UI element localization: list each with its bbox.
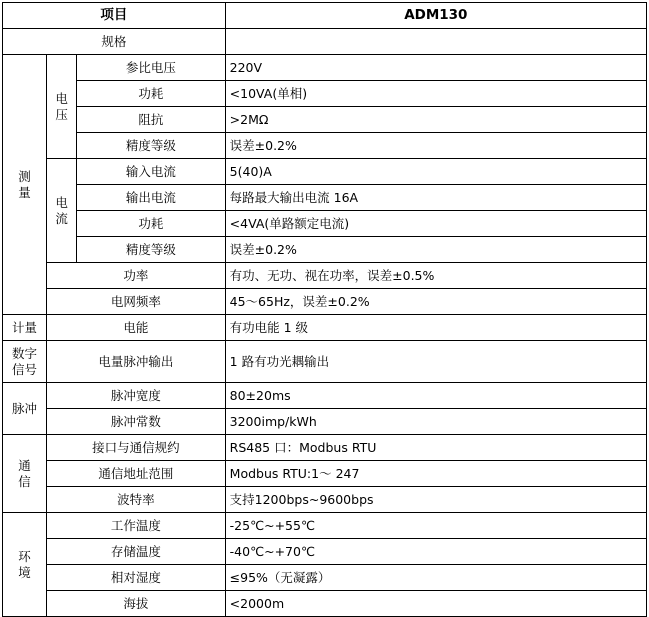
table-row — [3, 55, 647, 81]
row-item-label: 脉冲宽度 — [47, 383, 226, 409]
subgroup-current — [47, 159, 77, 263]
category-digital-char-2: 信号 — [12, 361, 38, 377]
row-item-label: 规格 — [3, 29, 226, 55]
row-value: ≤95%（无凝露） — [225, 565, 646, 591]
row-value: 有功电能 1 级 — [225, 315, 646, 341]
row-item-label: 电能 — [47, 315, 226, 341]
row-value: 3200imp/kWh — [225, 409, 646, 435]
row-item-label: 功耗 — [77, 81, 225, 107]
category-pulse — [3, 383, 47, 435]
row-item-label: 电量脉冲输出 — [47, 341, 226, 383]
row-item-label: 参比电压 — [77, 55, 225, 81]
row-item-label: 输出电流 — [77, 185, 225, 211]
row-value: 误差±0.2% — [225, 237, 646, 263]
row-item-label: 电网频率 — [47, 289, 226, 315]
subgroup-current-char-2: 流 — [55, 210, 68, 226]
row-item-label: 输入电流 — [77, 159, 225, 185]
row-value: 45～65Hz，误差±0.2% — [225, 289, 646, 315]
table-row — [3, 107, 647, 133]
row-item-label: 阻抗 — [77, 107, 225, 133]
category-digital — [3, 341, 47, 383]
table-row — [3, 81, 647, 107]
row-value: 220V — [225, 55, 646, 81]
table-row — [3, 487, 647, 513]
category-measure-char-1: 测 — [18, 168, 31, 184]
row-item-label: 功耗 — [77, 211, 225, 237]
row-value: <10VA(单相) — [225, 81, 646, 107]
table-row — [3, 315, 647, 341]
category-environment-char-1: 环 — [18, 548, 31, 564]
row-value — [225, 29, 646, 55]
row-value: >2MΩ — [225, 107, 646, 133]
subgroup-voltage-char-2: 压 — [55, 106, 68, 122]
row-value: 误差±0.2% — [225, 133, 646, 159]
row-item-label: 通信地址范围 — [47, 461, 226, 487]
table-row — [3, 237, 647, 263]
row-value: 有功、无功、视在功率，误差±0.5% — [225, 263, 646, 289]
table-row — [3, 409, 647, 435]
category-measure-char-2: 量 — [18, 184, 31, 200]
row-value: 1 路有功光耦输出 — [225, 341, 646, 383]
row-value: <2000m — [225, 591, 646, 617]
row-item-label: 接口与通信规约 — [47, 435, 226, 461]
row-value: 支持1200bps~9600bps — [225, 487, 646, 513]
table-row — [3, 263, 647, 289]
row-item-label: 精度等级 — [77, 133, 225, 159]
table-row — [3, 133, 647, 159]
table-row — [3, 211, 647, 237]
row-value: 5(40)A — [225, 159, 646, 185]
row-item-label: 海拔 — [47, 591, 226, 617]
category-digital-char-1: 数字 — [12, 345, 38, 361]
table-row — [3, 461, 647, 487]
table-row — [3, 539, 647, 565]
subgroup-voltage — [47, 55, 77, 159]
table-row — [3, 185, 647, 211]
row-item-label: 波特率 — [47, 487, 226, 513]
table-row — [3, 29, 647, 55]
table-row — [3, 289, 647, 315]
category-comm-char-2: 信 — [18, 473, 31, 489]
table-row — [3, 435, 647, 461]
table-row — [3, 565, 647, 591]
table-row — [3, 159, 647, 185]
row-value: -25℃~+55℃ — [225, 513, 646, 539]
category-pulse-char-1: 脉冲 — [12, 400, 38, 416]
table-row — [3, 513, 647, 539]
category-metering — [3, 315, 47, 341]
row-item-label: 功率 — [47, 263, 226, 289]
row-item-label: 工作温度 — [47, 513, 226, 539]
row-item-label: 精度等级 — [77, 237, 225, 263]
row-value: RS485 口：Modbus RTU — [225, 435, 646, 461]
row-item-label: 存储温度 — [47, 539, 226, 565]
table-header-row — [3, 3, 647, 29]
row-value: 每路最大输出电流 16A — [225, 185, 646, 211]
category-metering-char-1: 计量 — [12, 319, 38, 335]
category-comm-char-1: 通 — [18, 457, 31, 473]
row-value: -40℃~+70℃ — [225, 539, 646, 565]
row-value: Modbus RTU:1～ 247 — [225, 461, 646, 487]
header-item-label: 项目 — [3, 3, 226, 29]
category-measure — [3, 55, 47, 315]
category-environment — [3, 513, 47, 617]
table-row — [3, 341, 647, 383]
header-model-label: ADM130 — [225, 3, 646, 29]
row-value: <4VA(单路额定电流) — [225, 211, 646, 237]
row-item-label: 相对湿度 — [47, 565, 226, 591]
subgroup-current-char-1: 电 — [55, 194, 68, 210]
table-row — [3, 383, 647, 409]
table-row — [3, 591, 647, 617]
category-comm — [3, 435, 47, 513]
row-value: 80±20ms — [225, 383, 646, 409]
specification-table — [2, 2, 647, 617]
category-environment-char-2: 境 — [18, 564, 31, 580]
row-item-label: 脉冲常数 — [47, 409, 226, 435]
subgroup-voltage-char-1: 电 — [55, 90, 68, 106]
